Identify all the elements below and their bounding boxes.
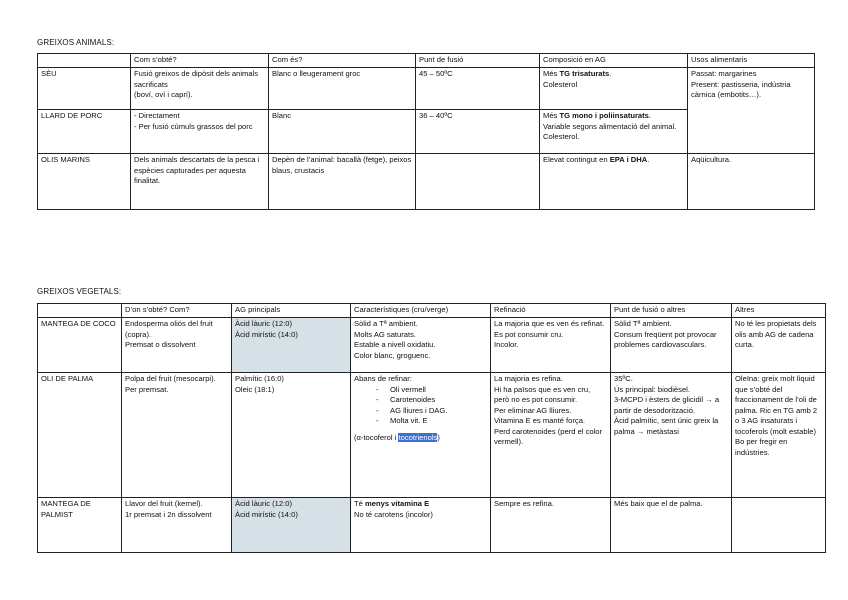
row-label: MANTEGA DE COCO <box>38 318 122 373</box>
ag-cell: Palmític (16:0) Oleic (18:1) <box>232 373 351 498</box>
fusio-cell: Sòlid Tª ambient. Consum freqüent pot provocar problemes cardiovasculars. <box>611 318 732 373</box>
composicio-text: . <box>647 155 650 164</box>
animals-header-cell: Com s’obté? <box>131 54 269 68</box>
animals-header-cell: Punt de fusió <box>416 54 540 68</box>
composicio-bold: TG trisaturats <box>559 69 610 78</box>
vegetals-header-cell <box>38 304 122 318</box>
altres-cell <box>732 498 826 553</box>
obte-cell: Endosperma oliós del fruit (copra). Premsat o dissolvent <box>122 318 232 373</box>
vegetals-header-cell: AG principals <box>232 304 351 318</box>
vegetals-header-cell: D’on s’obté? Com? <box>122 304 232 318</box>
composicio-text: Més <box>543 111 560 120</box>
obte-cell: Llavor del fruit (kernel). 1r premsat i 2n dissolvent <box>122 498 232 553</box>
vegetals-section-title: GREIXOS VEGETALS: <box>37 287 122 296</box>
list-item: - Molta vit. E <box>376 416 487 427</box>
table-row <box>38 318 826 373</box>
list-item: - Oli vermell <box>376 385 487 396</box>
animals-header-cell <box>38 54 131 68</box>
caract-cell <box>351 373 491 498</box>
obte-cell: Dels animals descartats de la pesca i espècies capturades per aquesta finalitat. <box>131 154 269 210</box>
caract-bold: menys vitamina E <box>364 499 430 508</box>
row-label: SÈU <box>38 68 131 110</box>
vegetals-header-cell: Altres <box>732 304 826 318</box>
composicio-cell <box>540 68 688 110</box>
refinacio-cell: Sempre es refina. <box>491 498 611 553</box>
vegetals-header-row <box>38 304 826 318</box>
altres-cell: Oleïna: greix molt líquid que s’obté del fraccionament de l’oli de palma. Ric en TG amb 2 o 3 AG insaturats i tocoferols (molt estable) Bo per fregir en indústries. <box>732 373 826 498</box>
caract-cell: Sòlid a Tª ambient. Molts AG saturats. Estable a nivell oxidatiu. Color blanc, groguenc. <box>351 318 491 373</box>
com-es-cell: Blanc o lleugerament groc <box>269 68 416 110</box>
caract-list <box>354 385 487 427</box>
vegetals-header-cell: Refinació <box>491 304 611 318</box>
obte-cell: - Directament - Per fusió cúmuls grassos del porc <box>131 110 269 154</box>
fusio-cell: 36 – 40ºC <box>416 110 540 154</box>
composicio-bold: TG mono i poliinsaturats <box>559 111 649 120</box>
animals-table <box>37 53 815 210</box>
caract-text: Té <box>354 499 365 508</box>
com-es-cell: Depèn de l’animal: bacallà (fetge), peixos blaus, crustacis <box>269 154 416 210</box>
fusio-cell: 45 – 50ºC <box>416 68 540 110</box>
caract-text: No té carotens (incolor) <box>354 509 433 519</box>
animals-header-cell: Usos alimentaris <box>688 54 815 68</box>
row-label: MANTEGA DE PALMIST <box>38 498 122 553</box>
composicio-text: . Variable segons alimentació del animal. Colesterol. <box>543 111 677 141</box>
row-label: LLARD DE PORC <box>38 110 131 154</box>
caract-intro: Abans de refinar: <box>354 374 412 383</box>
caract-note <box>354 433 487 444</box>
fusio-cell: 35ºC. Ús principal: biodièsel. 3-MCPD i èsters de glicidil → a partir de desodorització. Àcid palmític, sent únic greix la palma → metàstasi <box>611 373 732 498</box>
note-text: ) <box>437 432 440 442</box>
fusio-cell <box>416 154 540 210</box>
animals-header-row <box>38 54 815 68</box>
table-row <box>38 498 826 553</box>
ag-cell: Àcid làuric (12:0) Àcid mirístic (14:0) <box>232 318 351 373</box>
table-row <box>38 68 815 110</box>
animals-header-cell: Com és? <box>269 54 416 68</box>
table-row <box>38 373 826 498</box>
com-es-cell: Blanc <box>269 110 416 154</box>
composicio-bold: EPA i DHA <box>609 155 648 164</box>
animals-header-cell: Composició en AG <box>540 54 688 68</box>
row-label: OLI DE PALMA <box>38 373 122 498</box>
obte-cell: Polpa del fruit (mesocarpi). Per premsat. <box>122 373 232 498</box>
altres-cell: No té les propietats dels olis amb AG de cadena curta. <box>732 318 826 373</box>
vegetals-header-cell: Punt de fusió o altres <box>611 304 732 318</box>
composicio-text: Elevat contingut en <box>543 155 610 164</box>
refinacio-cell: La majoria es refina. Hi ha països que es ven cru, però no es pot consumir. Per eliminar AG lliures. Vitamina E es manté força. Perd carotenoides (perd el color vermell). <box>491 373 611 498</box>
composicio-cell <box>540 110 688 154</box>
list-item: - Carotenoides <box>376 395 487 406</box>
obte-cell: Fusió greixos de dipòsit dels animals sacrificats (boví, oví i caprí). <box>131 68 269 110</box>
caract-cell <box>351 498 491 553</box>
animals-section-title: GREIXOS ANIMALS: <box>37 38 115 47</box>
highlighted-text[interactable]: tocotrienols <box>398 432 438 442</box>
usos-cell: Aqüicultura. <box>688 154 815 210</box>
composicio-cell <box>540 154 688 210</box>
vegetals-header-cell: Característiques (cru/verge) <box>351 304 491 318</box>
row-label: OLIS MARINS <box>38 154 131 210</box>
usos-cell: Passat: margarines Present: pastisseria, indústria càrnica (embotits…). <box>688 68 815 154</box>
composicio-text: Més <box>543 69 560 78</box>
vegetals-table <box>37 303 826 553</box>
refinacio-cell: La majoria que es ven és refinat. Es pot consumir cru. Incolor. <box>491 318 611 373</box>
list-item: - AG lliures i DAG. <box>376 406 487 417</box>
composicio-text: . Colesterol <box>543 69 612 89</box>
note-text: (α-tocoferol i <box>354 432 399 442</box>
fusio-cell: Més baix que el de palma. <box>611 498 732 553</box>
table-row <box>38 154 815 210</box>
ag-cell: Àcid làuric (12:0) Àcid mirístic (14:0) <box>232 498 351 553</box>
